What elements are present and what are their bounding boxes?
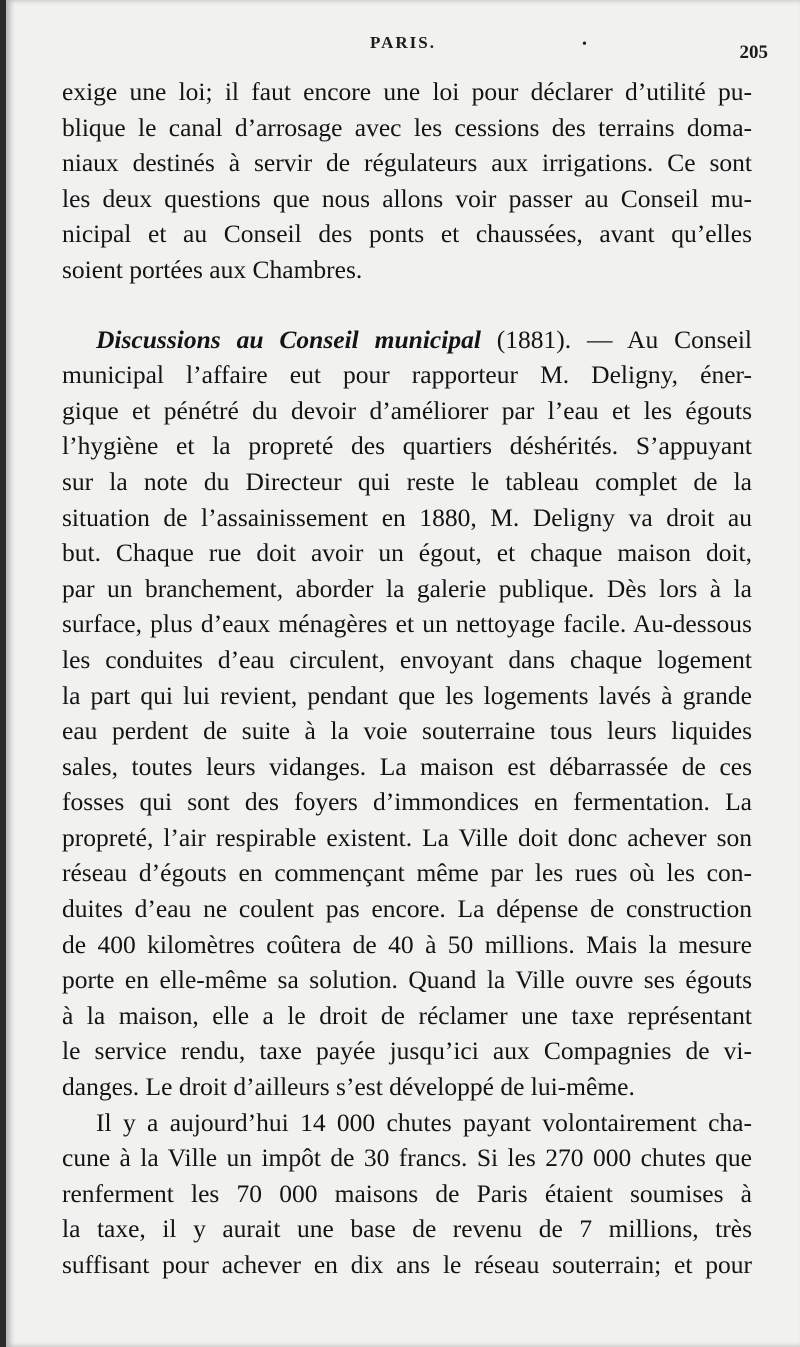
text-line: renferment les 70 000 maisons de Paris étaient soumises à — [62, 1178, 752, 1208]
paragraph-2 — [62, 322, 752, 1105]
page-number: 205 — [739, 42, 768, 63]
text-line: les conduites d’eau circulent, envoyant dans chaque logement — [62, 644, 752, 674]
text-line: blique le canal d’arrosage avec les cessions des terrains doma- — [62, 112, 752, 142]
running-head — [6, 33, 800, 63]
text-line: nicipal et au Conseil des ponts et chaussées, avant qu’elles — [62, 219, 752, 249]
text-line: propreté, l’air respirable existent. La Ville doit donc achever son — [62, 822, 752, 852]
text-line: fosses qui sont des foyers d’immondices en fermentation. La — [62, 787, 752, 817]
text-line: de 400 kilomètres coûtera de 40 à 50 millions. Mais la mesure — [62, 929, 752, 959]
text-line: eau perdent de suite à la voie souterraine tous leurs liquides — [62, 716, 752, 746]
paragraph-3 — [62, 1105, 752, 1283]
text-line: l’hygiène et la propreté des quartiers déshérités. S’appuyant — [62, 431, 752, 461]
body-text — [62, 74, 752, 1283]
text-line: situation de l’assainissement en 1880, M. Deligny va droit au — [62, 502, 752, 532]
text-line: à la maison, elle a le droit de réclamer une taxe représentant — [62, 1000, 752, 1030]
text-line: danges. Le droit d’ailleurs s’est développé de lui-même. — [62, 1072, 635, 1102]
text-line: sales, toutes leurs vidanges. La maison est débarrassée de ces — [62, 751, 752, 781]
running-title: PARIS. — [370, 33, 436, 52]
text-line: municipal l’affaire eut pour rapporteur M. Deligny, éner- — [62, 360, 752, 390]
text-line: exige une loi; il faut encore une loi pour déclarer d’utilité pu- — [62, 77, 752, 106]
text-line: Il y a aujourd’hui 14 000 chutes payant volontairement cha- — [96, 1107, 752, 1137]
text-line: soient portées aux Chambres. — [62, 254, 363, 284]
book-page — [6, 0, 800, 1347]
text-line-first — [62, 322, 752, 358]
text-line: par un branchement, aborder la galerie publique. Dès lors à la — [62, 573, 752, 603]
text-line: le service rendu, taxe payée jusqu’ici aux Compagnies de vi- — [62, 1036, 752, 1066]
paragraph-spacing — [62, 288, 752, 322]
text-line: surface, plus d’eaux ménagères et un nettoyage facile. Au-dessous — [62, 609, 752, 639]
paragraph-1 — [62, 74, 752, 288]
text-line: la part qui lui revient, pendant que les logements lavés à grande — [62, 680, 752, 710]
text-line: sur la note du Directeur qui reste le tableau complet de la — [62, 466, 752, 496]
text-line: porte en elle-même sa solution. Quand la Ville ouvre ses égouts — [62, 965, 752, 995]
text-line: la taxe, il y aurait une base de revenu de 7 millions, très — [62, 1214, 752, 1244]
text-line: niaux destinés à servir de régulateurs aux irrigations. Ce sont — [62, 148, 752, 178]
text-line: but. Chaque rue doit avoir un égout, et chaque maison doit, — [62, 538, 752, 568]
text-line: réseau d’égouts en commençant même par les rues où les con- — [62, 858, 752, 888]
heading-continuation: (1881). — Au Conseil — [480, 324, 752, 354]
text-line: duites d’eau ne coulent pas encore. La dépense de construction — [62, 894, 752, 924]
text-line: les deux questions que nous allons voir passer au Conseil mu- — [62, 183, 752, 213]
text-line: gique et pénétré du devoir d’améliorer par l’eau et les égouts — [62, 395, 752, 425]
section-heading: Discussions au Conseil municipal — [96, 324, 481, 354]
printer-mark: • — [582, 37, 587, 52]
text-line: cune à la Ville un impôt de 30 francs. Si les 270 000 chutes que — [62, 1143, 752, 1173]
text-line: suffisant pour achever en dix ans le réseau souterrain; et pour — [62, 1250, 752, 1279]
